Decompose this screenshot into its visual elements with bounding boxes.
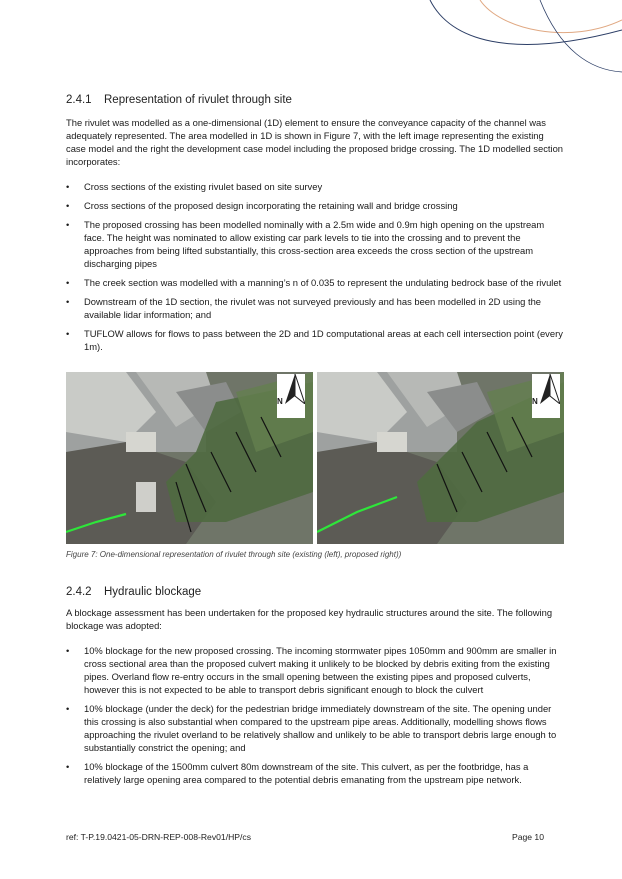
figure-caption: Figure 7: One-dimensional representation of rivulet through site (existing (left), proposed right)) (66, 550, 402, 559)
section-number: 2.4.1 (66, 94, 92, 106)
list-item: • TUFLOW allows for flows to pass between the 2D and 1D computational areas at each cell intersection point (every 1m). (66, 327, 564, 353)
section-title: Representation of rivulet through site (104, 94, 292, 106)
section-heading-2-4-2 (66, 586, 201, 598)
section-intro: The rivulet was modelled as a one-dimensional (1D) element to ensure the conveyance capacity of the channel was adequately represented. The area modelled in 1D is shown in Figure 7, with the left image representing the existing case model and the right the development case model including the proposed bridge crossing. The 1D modelled section incorporates: (66, 117, 564, 167)
section-heading-2-4-1 (66, 94, 292, 106)
list-item: • 10% blockage (under the deck) for the pedestrian bridge immediately downstream of the site. The opening under this crossing is also substantial when compared to the upstream pipe areas. Additionally, modelling shows flows approaching the rivulet overland to be relatively shallow and unlikely to be able to transport debris large enough to substantially constrict the opening; and (66, 702, 564, 754)
north-label: N (277, 397, 283, 406)
north-arrow (532, 374, 560, 418)
list-item: • Cross sections of the proposed design incorporating the retaining wall and bridge crossing (66, 199, 564, 212)
list-item: • Cross sections of the existing rivulet based on site survey (66, 180, 564, 193)
footer-ref: ref: T-P.19.0421-05-DRN-REP-008-Rev01/HP/cs (66, 832, 252, 842)
north-arrow-icon (540, 374, 560, 404)
list-item: • Downstream of the 1D section, the rivulet was not surveyed previously and has been modelled in 2D using the available lidar information; and (66, 295, 564, 321)
north-arrow (277, 374, 305, 418)
bullet-list-2-4-1 (66, 180, 564, 359)
section-number: 2.4.2 (66, 586, 92, 598)
list-item: • The proposed crossing has been modelled nominally with a 2.5m wide and 0.9m high opening on the upstream face. The height was nominated to allow existing car park levels to tie into the crossing and to prevent the approaches from being lifted substantially, this cross-section area exceeds the cross section of the upstream discharging pipes (66, 218, 564, 270)
north-label: N (532, 397, 538, 406)
north-arrow-icon (285, 374, 305, 404)
section-intro: A blockage assessment has been undertaken for the proposed key hydraulic structures around the site. The following blockage was adopted: (66, 607, 553, 631)
list-item: • 10% blockage of the 1500mm culvert 80m downstream of the site. This culvert, as per the footbridge, has a relatively large opening area compared to the potential debris emanating from the upstream pipe network. (66, 760, 564, 786)
section-title: Hydraulic blockage (104, 586, 202, 598)
aerial-image-proposed (317, 372, 564, 544)
figure-7 (66, 372, 564, 544)
list-item: • The creek section was modelled with a manning’s n of 0.035 to represent the undulating bedrock base of the rivulet (66, 276, 564, 289)
list-item: • 10% blockage for the new proposed crossing. The incoming stormwater pipes 1050mm and 900mm are smaller in cross sectional area than the proposed culvert making it unlikely to be blocked by debris exiting from the existing pipes. Overland flow re-entry occurs in the small opening between the existing pipes and proposed culverts, however this is not expected to be able to transport debris significant enough to block the culvert (66, 644, 564, 696)
page-number: Page 10 (511, 832, 544, 842)
decorative-arcs (420, 0, 622, 80)
aerial-image-existing (66, 372, 313, 544)
bullet-list-2-4-2 (66, 644, 564, 792)
